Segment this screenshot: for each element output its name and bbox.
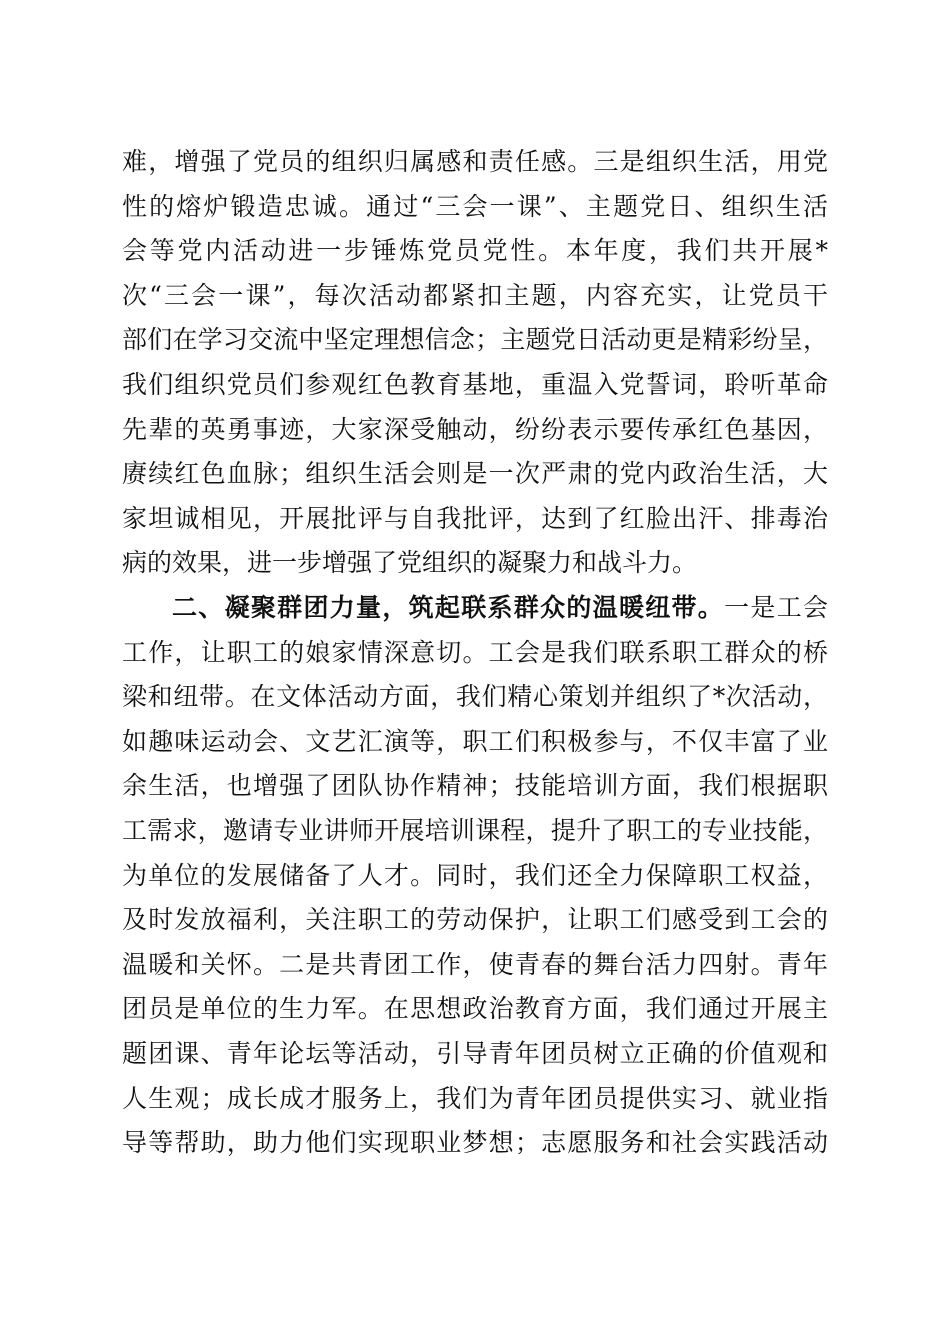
paragraph-line: 题团课、青年论坛等活动，引导青年团员树立正确的价值观和 [122,1038,828,1068]
paragraph-line: 难，增强了党员的组织归属感和责任感。三是组织生活，用党 [122,147,828,176]
paragraph-first-line [122,586,828,631]
paragraph-line: 导等帮助，助力他们实现职业梦想；志愿服务和社会实践活动 [122,1128,828,1158]
paragraph-line: 及时发放福利，关注职工的劳动保护，让职工们感受到工会的 [122,905,828,935]
paragraph-line: 工作，让职工的娘家情深意切。工会是我们联系职工群众的桥 [122,637,828,667]
paragraph-line: 会等党内活动进一步锤炼党员党性。本年度，我们共开展* [122,236,828,266]
paragraph-mass-organizations [122,586,828,1166]
paragraph-line: 工需求，邀请专业讲师开展培训课程，提升了职工的专业技能， [122,815,828,845]
paragraph-line: 为单位的发展储备了人才。同时，我们还全力保障职工权益， [122,860,828,890]
paragraph-line: 团员是单位的生力军。在思想政治教育方面，我们通过开展主 [122,994,828,1024]
heading-continuation: 一是工会 [724,593,828,622]
paragraph-line: 部们在学习交流中坚定理想信念；主题党日活动更是精彩纷呈， [122,325,828,355]
paragraph-line: 赓续红色血脉；组织生活会则是一次严肃的党内政治生活，大 [122,459,828,489]
paragraph-party-organization-life [122,140,828,586]
paragraph-line: 如趣味运动会、文艺汇演等，职工们积极参与，不仅丰富了业 [122,726,828,756]
paragraph-line: 温暖和关怀。二是共青团工作，使青春的舞台活力四射。青年 [122,949,828,979]
paragraph-line: 病的效果，进一步增强了党组织的凝聚力和战斗力。 [122,548,698,578]
paragraph-line: 我们组织党员们参观红色教育基地，重温入党誓词，聆听革命 [122,369,828,399]
paragraph-line: 先辈的英勇事迹，大家深受触动，纷纷表示要传承红色基因， [122,414,828,444]
section-heading: 二、凝聚群团力量，筑起联系群众的温暖纽带。 [172,593,725,622]
paragraph-line: 性的熔炉锻造忠诚。通过“三会一课”、主题党日、组织生活 [122,191,828,221]
paragraph-line: 梁和纽带。在文体活动方面，我们精心策划并组织了*次活动， [122,682,828,712]
paragraph-line: 人生观；成长成才服务上，我们为青年团员提供实习、就业指 [122,1083,828,1113]
paragraph-line: 余生活，也增强了团队协作精神；技能培训方面，我们根据职 [122,771,828,801]
paragraph-line: 家坦诚相见，开展批评与自我批评，达到了红脸出汗、排毒治 [122,503,828,533]
paragraph-line: 次“三会一课”，每次活动都紧扣主题，内容充实，让党员干 [122,280,828,310]
